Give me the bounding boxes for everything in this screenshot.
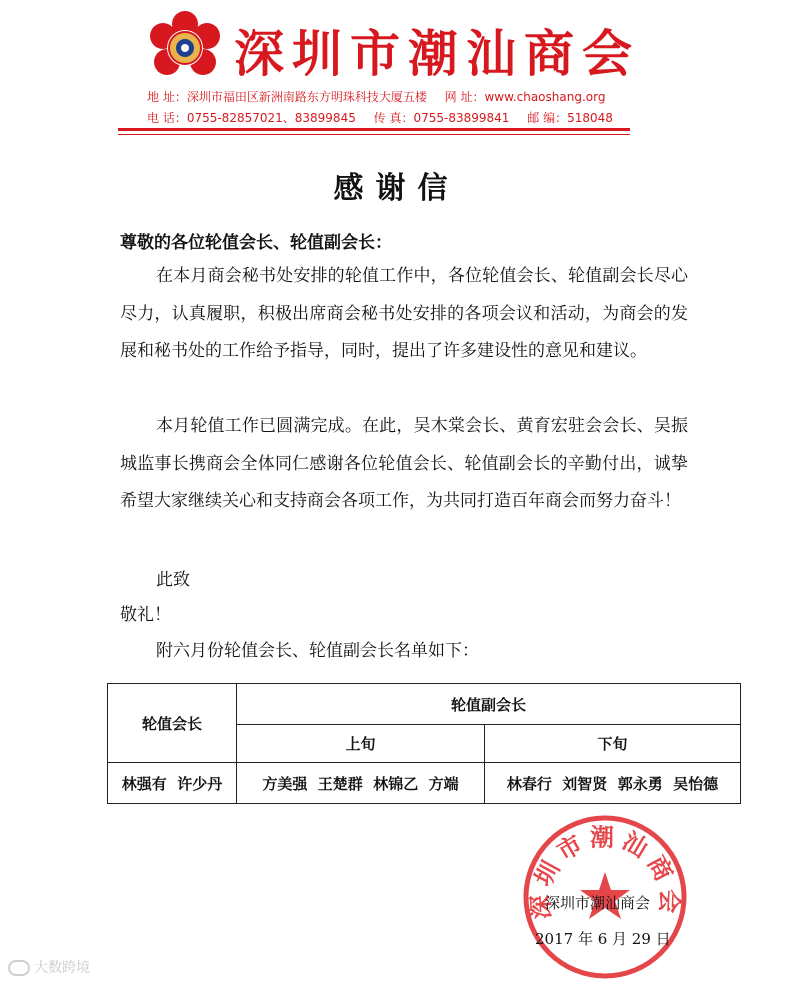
postcode-text: 邮 编：518048: [527, 111, 613, 125]
watermark-logo-icon: [8, 960, 30, 976]
rota-table: [107, 683, 741, 804]
watermark: [8, 957, 90, 977]
cell-second-half: 林春行 刘智贤 郭永勇 吴怡德: [485, 763, 741, 804]
website-text: 网 址：www.chaoshang.org: [444, 90, 606, 104]
header-chair: 轮值会长: [108, 684, 237, 763]
letterhead-contact-line: [147, 109, 627, 126]
letter-closing-cizhi: 此致: [156, 570, 190, 590]
seal-text: 深圳市潮汕商会: [526, 823, 684, 920]
address-text: 地 址：深圳市福田区新洲南路东方明珠科技大厦五楼: [147, 90, 427, 104]
chamber-logo: [147, 10, 223, 86]
letter-title: 感谢信: [333, 171, 460, 206]
cell-first-half: 方美强 王楚群 林锦乙 方端: [237, 763, 485, 804]
cell-chairs: 林强有 许少丹: [108, 763, 237, 804]
letter-paragraph-1: 在本月商会秘书处安排的轮值工作中，各位轮值会长、轮值副会长尽心尽力，认真履职，积极出席商会秘书处安排的各项会议和活动，为商会的发展和秘书处的工作给予指导，同时，提出了许多建设性的意见和建议。: [120, 266, 688, 361]
phone-text: 电 话：0755-82857021、83899845: [147, 111, 356, 125]
header-first-half: 上旬: [237, 725, 485, 763]
letter-attachment-note: 附六月份轮值会长、轮值副会长名单如下：: [156, 641, 479, 661]
watermark-text: 大数跨境: [34, 960, 90, 976]
header-vice: 轮值副会长: [237, 684, 741, 725]
header-second-half: 下旬: [485, 725, 741, 763]
fax-text: 传 真：0755-83899841: [373, 111, 510, 125]
letterhead-divider: [118, 128, 630, 131]
signature-org: 深圳市潮汕商会: [545, 894, 651, 912]
letter-paragraph-2: 本月轮值工作已圆满完成。在此，吴木棠会长、黄育宏驻会会长、吴振城监事长携商会全体同仁感谢各位轮值会长、轮值副会长的辛勤付出，诚挚希望大家继续关心和支持商会各项工作，为共同打造百年商会而努力奋斗！: [120, 416, 688, 511]
letterhead-address-line: [147, 88, 619, 105]
letter-salutation: 尊敬的各位轮值会长、轮值副会长：: [120, 233, 392, 253]
letter-closing-jingli: 敬礼！: [120, 605, 171, 625]
letterhead-org-name: 深圳市潮汕商会: [234, 25, 640, 83]
letterhead-divider-thin: [118, 134, 630, 135]
signature-date: 2017 年 6 月 29 日: [535, 930, 671, 948]
